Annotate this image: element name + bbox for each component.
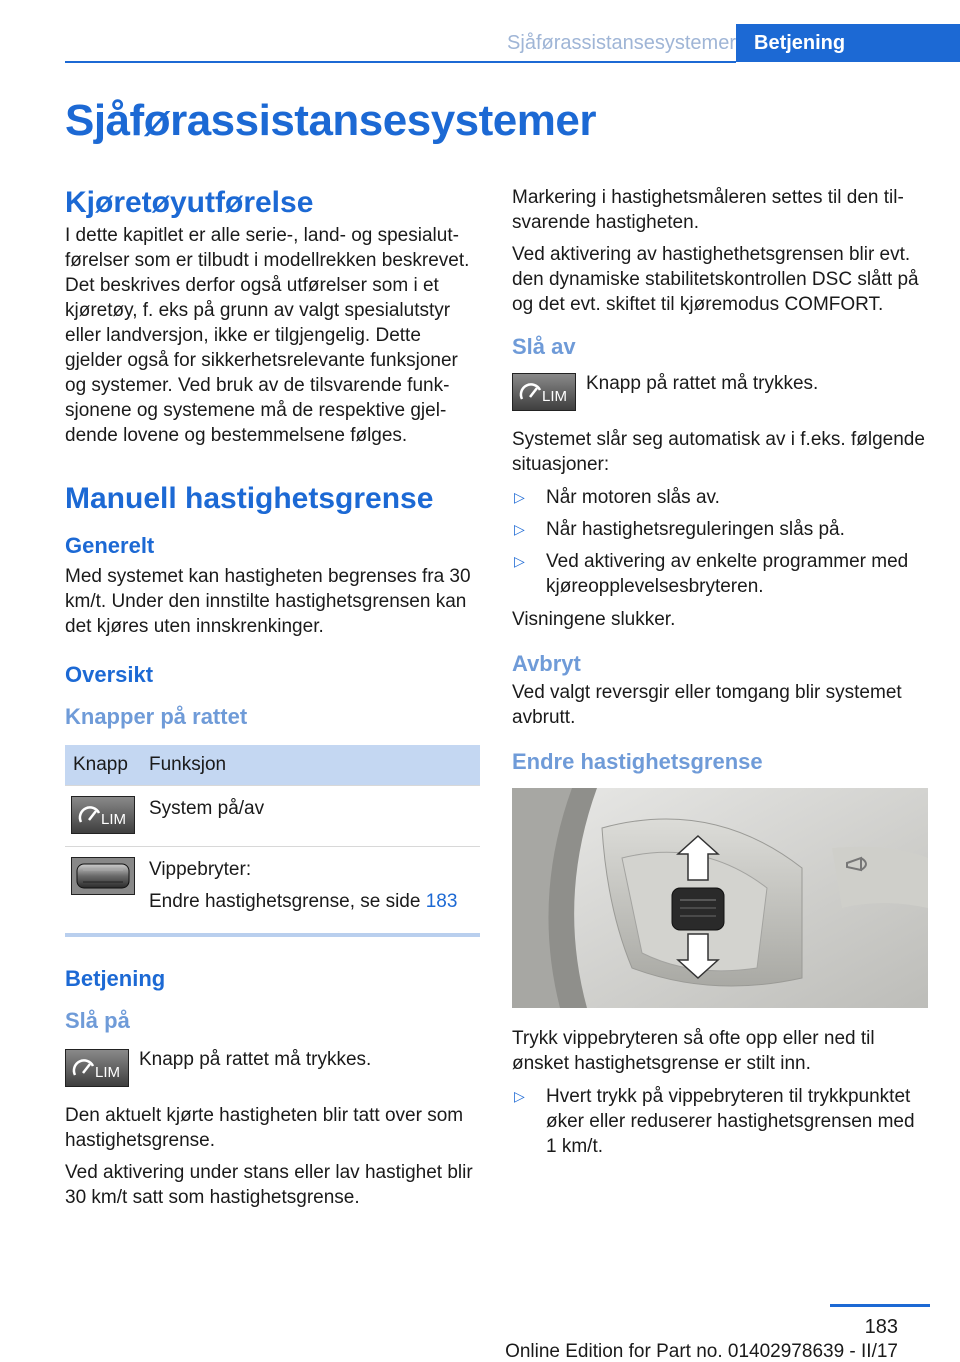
list-item-text: Når hastighetsreguleringen slås på. — [546, 519, 845, 540]
table-row — [65, 785, 480, 846]
switch-off-press-text: Knapp på rattet må trykkes. — [586, 373, 819, 394]
triangle-bullet-icon: ▷ — [514, 489, 525, 505]
table-header-row — [65, 745, 480, 785]
svg-text:LIM: LIM — [101, 810, 127, 828]
right-column — [512, 185, 930, 1167]
steering-wheel-rocker-photo — [512, 788, 928, 1008]
page-number: 183 — [864, 1316, 898, 1338]
change-limit-list — [512, 1084, 930, 1159]
paragraph-vehicle-version: I dette kapitlet er alle serie-, land- og spesialutførelser som er tilbudt i modellrekken beskrevet. Det beskrives derfor også utførelser som i et kjøretøy, f. eks på grunn av valgt spesialutstyr eller landversjon, ikke er tilgjengelig. Dette gjelder også for sikkerhetsrelevante funksjoner og systemer. Ved bruk av de tilsvarende funksjonene og systemene må de respektive gjeldende lovene og bestemmelsene følges. — [65, 225, 470, 446]
header-section-title: Sjåførassistansesystemer — [507, 32, 736, 54]
function-rocker-description — [149, 889, 480, 914]
heading-change-limit: Endre hastighetsgrense — [512, 749, 763, 774]
footer-rule — [830, 1304, 930, 1307]
running-header — [65, 24, 960, 62]
switch-off-instruction — [512, 371, 930, 411]
triangle-bullet-icon: ▷ — [514, 1088, 525, 1104]
heading-overview: Oversikt — [65, 662, 154, 687]
heading-wheel-buttons: Knapper på rattet — [65, 704, 248, 729]
list-item-text: Når motoren slås av. — [546, 487, 720, 508]
heading-operation: Betjening — [65, 965, 166, 991]
heading-vehicle-version: Kjøretøyutførelse — [65, 186, 314, 219]
heading-general: Generelt — [65, 533, 155, 558]
table-row — [65, 846, 480, 935]
auto-off-list — [512, 485, 930, 599]
lim-button-icon — [65, 1049, 129, 1087]
table-header-function: Funksjon — [141, 745, 480, 785]
function-system-onoff: System på/av — [149, 797, 265, 819]
rocker-description-text: Endre hastighetsgrense, se side — [149, 890, 426, 912]
paragraph-auto-off: Systemet slår seg automatisk av i f.eks. følgende situasjoner: — [512, 429, 925, 475]
svg-text:LIM: LIM — [95, 1063, 121, 1081]
table-cell-icon — [65, 785, 141, 846]
paragraph-general: Med systemet kan hastigheten begrenses fra 30 km/t. Under den innstilte hastighetsgrensen kan det kjøres uten innskrenkinger. — [65, 566, 471, 637]
paragraph-dsc: Ved aktivering av hastighethetsgrensen blir evt. den dynamiske stabilitetskontrollen DSC slått på og det evt. skiftet til kjøremodus COMFORT. — [512, 244, 919, 315]
triangle-bullet-icon: ▷ — [514, 553, 525, 569]
function-rocker-label: Vippebryter: — [149, 858, 252, 880]
lim-button-icon — [71, 796, 135, 834]
header-rule — [65, 61, 736, 63]
paragraph-press-rocker: Trykk vippebryteren så ofte opp eller ned til ønsket hastighetsgrense er stilt inn. — [512, 1028, 875, 1074]
table-cell-icon — [65, 846, 141, 935]
paragraph-marking: Markering i hastighetsmåleren settes til den tilsvarende hastigheten. — [512, 187, 904, 233]
switch-on-instruction — [65, 1047, 480, 1087]
svg-text:LIM: LIM — [542, 388, 568, 405]
list-item-text: Hvert trykk på vippebryteren til trykkpunktet øker eller reduserer hastighetsgrensen med 1 km/t. — [546, 1086, 915, 1157]
triangle-bullet-icon: ▷ — [514, 521, 525, 537]
list-item — [512, 517, 930, 542]
table-cell-function — [141, 846, 480, 935]
paragraph-displays-off: Visningene slukker. — [512, 609, 676, 630]
heading-cancel: Avbryt — [512, 651, 581, 676]
paragraph-switch-on-1: Den aktuelt kjørte hastigheten blir tatt over som hastighetsgrense. — [65, 1104, 464, 1151]
heading-switch-off: Slå av — [512, 334, 576, 359]
paragraph-switch-on-2: Ved aktivering under stans eller lav hastighet blir 30 km/t satt som hastighetsgrense. — [65, 1161, 473, 1208]
switch-on-press-text: Knapp på rattet må trykkes. — [139, 1048, 372, 1070]
header-chapter-tab: Betjening — [736, 24, 960, 62]
page-title: Sjåførassistansesystemer — [65, 96, 596, 145]
table-cell-function — [141, 785, 480, 846]
buttons-table — [65, 745, 480, 937]
page-link-183[interactable]: 183 — [425, 890, 458, 912]
lim-button-icon — [512, 373, 576, 411]
list-item-text: Ved aktivering av enkelte programmer med kjøreopplevelsesbryteren. — [546, 551, 909, 597]
list-item — [512, 485, 930, 510]
heading-switch-on: Slå på — [65, 1007, 130, 1033]
heading-manual-speed-limit: Manuell hastighetsgrense — [65, 482, 434, 515]
table-header-button: Knapp — [65, 745, 141, 785]
footer-edition-text: Online Edition for Part no. 01402978639 - II/17 — [505, 1341, 898, 1362]
rocker-switch-icon — [71, 857, 135, 895]
list-item — [512, 1084, 930, 1159]
paragraph-cancel: Ved valgt reversgir eller tomgang blir systemet avbrutt. — [512, 682, 902, 728]
list-item — [512, 549, 930, 599]
left-column — [65, 185, 480, 1217]
